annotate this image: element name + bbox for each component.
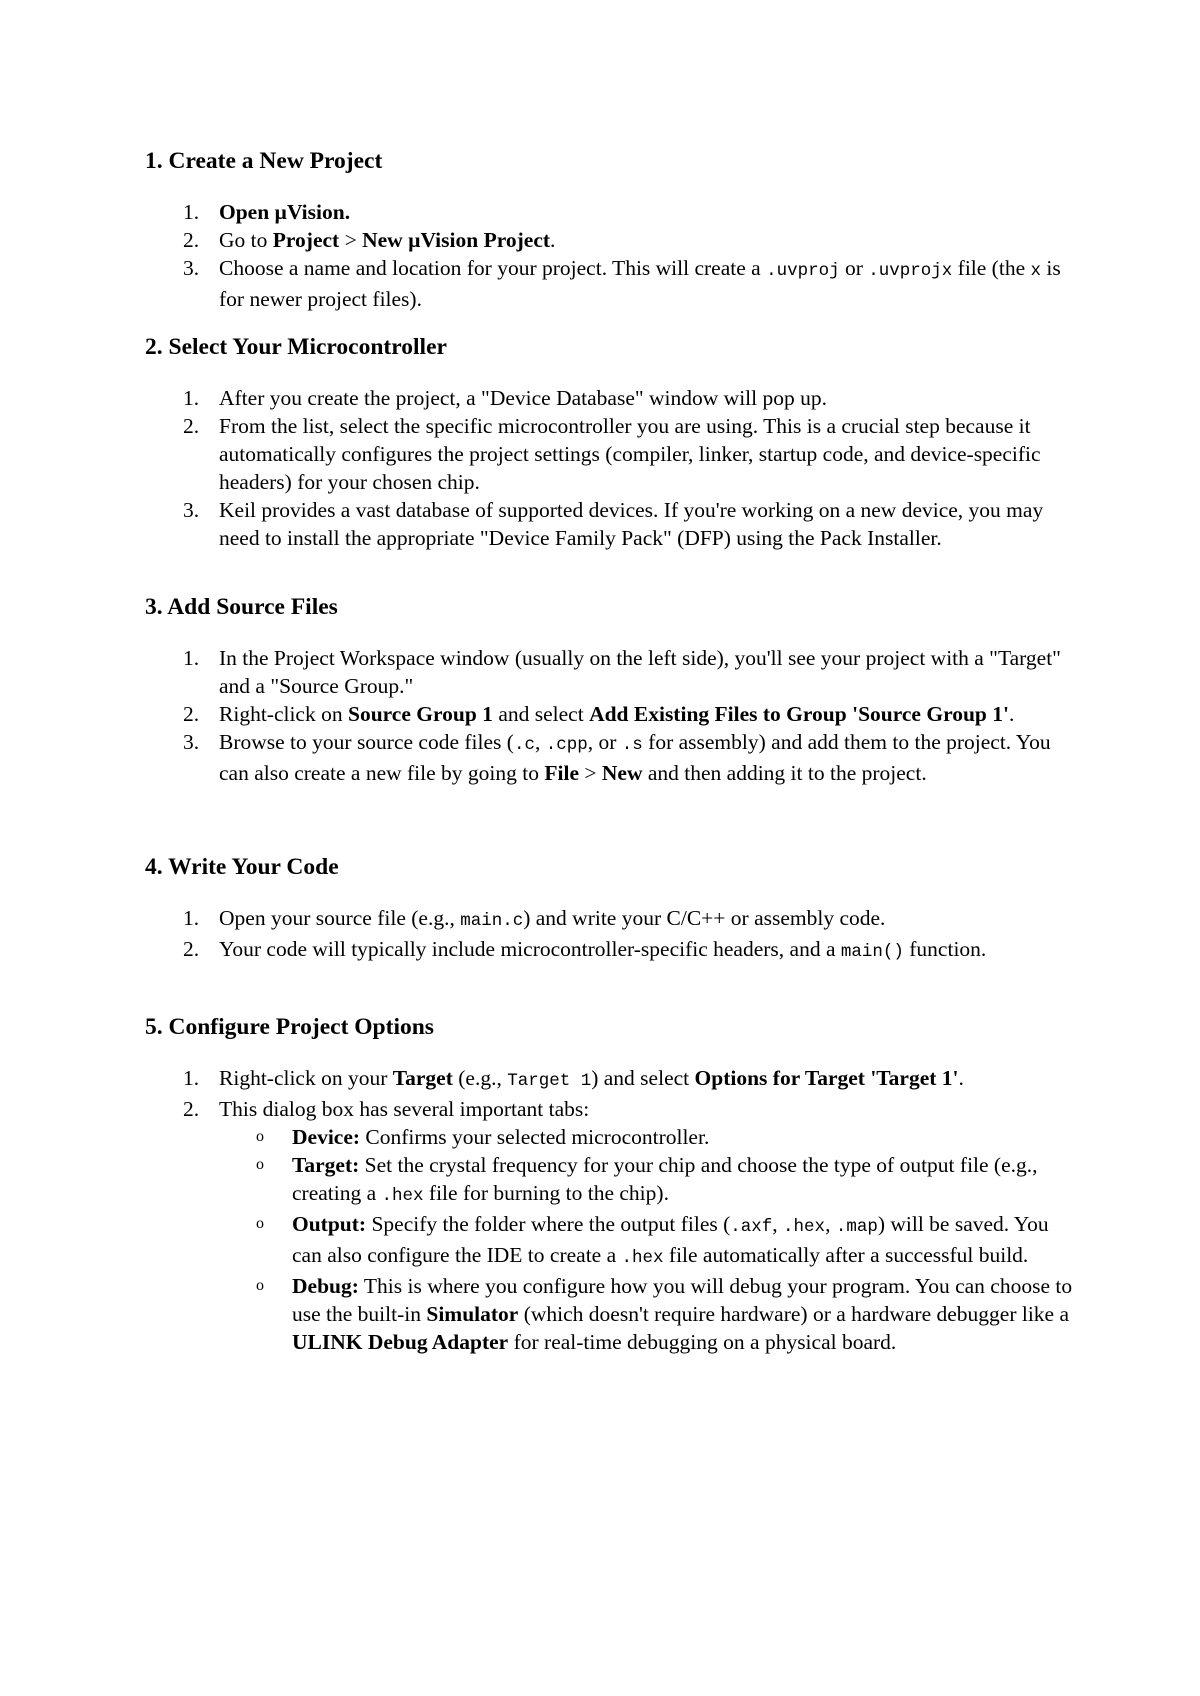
step-number: 2.	[183, 1097, 200, 1121]
text-run: function.	[903, 937, 987, 961]
text-run: Keil provides a vast database of supported devices. If you're working on a new device, you may need to install the appropriate "Device Family Pack" (DFP) using the Pack Installer.	[219, 498, 1044, 550]
sub-item	[219, 1272, 1075, 1356]
code-text: .uvproj	[766, 261, 840, 281]
text-run: ,	[772, 1212, 784, 1236]
step-text	[219, 386, 827, 410]
step-text	[292, 1125, 709, 1149]
text-run: file automatically after a successful build.	[663, 1243, 1029, 1267]
step-item	[145, 412, 1075, 496]
text-run: In the Project Workspace window (usually on the left side), you'll see your project with a "Target" and a "Source Group."	[219, 646, 1061, 698]
step-item	[145, 384, 1075, 412]
text-run: Choose a name and location for your project. This will create a	[219, 256, 767, 280]
step-item	[145, 728, 1075, 787]
code-text: .cpp	[545, 735, 588, 755]
text-run: From the list, select the specific microcontroller you are using. This is a crucial step because it automatically configures the project settings (compiler, linker, startup code, and device-specific headers) for your chosen chip.	[219, 414, 1041, 494]
step-text	[292, 1212, 1049, 1267]
bold-text: File	[544, 761, 579, 785]
step-number: 3.	[183, 498, 200, 522]
text-run: After you create the project, a "Device Database" window will pop up.	[219, 386, 827, 410]
step-text	[219, 702, 1014, 726]
code-text: .uvprojx	[868, 261, 953, 281]
text-run: or	[839, 256, 869, 280]
step-text	[219, 730, 1051, 785]
section-4	[145, 852, 1075, 966]
step-text	[219, 256, 1061, 311]
text-run: .	[550, 228, 556, 252]
text-run: Browse to your source code files (	[219, 730, 514, 754]
step-item	[145, 904, 1075, 935]
code-text: Target 1	[507, 1071, 592, 1091]
section-heading: 2. Select Your Microcontroller	[145, 334, 447, 360]
step-item	[145, 254, 1075, 313]
text-run: (e.g.,	[452, 1066, 508, 1090]
section-heading: 5. Configure Project Options	[145, 1014, 434, 1040]
bold-text: New µVision Project	[362, 228, 551, 252]
step-number: 3.	[183, 730, 200, 754]
bold-text: Source Group 1	[347, 702, 493, 726]
text-run: This is where you configure how you will debug your program. You can choose to use the built-in	[292, 1274, 1073, 1326]
step-number: 2.	[183, 702, 200, 726]
text-run: ,	[825, 1212, 836, 1236]
code-text: x	[1030, 261, 1041, 281]
bold-text: Simulator	[426, 1302, 519, 1326]
text-run: This dialog box has several important tabs:	[219, 1097, 590, 1121]
step-number: 1.	[183, 1066, 200, 1090]
text-run: for real-time debugging on a physical board.	[508, 1330, 897, 1354]
text-run: .	[958, 1066, 964, 1090]
bullet-icon: o	[256, 1156, 264, 1173]
bold-text: New	[601, 761, 643, 785]
text-run: and select	[492, 702, 590, 726]
code-text: main()	[840, 942, 904, 962]
bold-text: ULINK Debug Adapter	[292, 1330, 509, 1354]
code-text: .s	[621, 735, 643, 755]
step-number: 1.	[183, 646, 200, 670]
bold-text: Target:	[292, 1153, 360, 1177]
text-run: Your code will typically include microcontroller-specific headers, and a	[219, 937, 841, 961]
step-list	[145, 644, 1075, 787]
step-number: 1.	[183, 386, 200, 410]
step-number: 1.	[183, 906, 200, 930]
step-item	[145, 198, 1075, 226]
sub-item	[219, 1123, 1075, 1151]
text-run: (which doesn't require hardware) or a hardware debugger like a	[518, 1302, 1070, 1326]
step-number: 2.	[183, 228, 200, 252]
text-run: Go to	[219, 228, 273, 252]
step-text	[292, 1274, 1072, 1354]
text-run: ) and write your C/C++ or assembly code.	[523, 906, 886, 930]
section-2	[145, 332, 1075, 552]
bold-text: Device:	[292, 1125, 361, 1149]
step-item	[145, 226, 1075, 254]
step-list	[145, 1064, 1075, 1356]
step-list	[145, 904, 1075, 966]
step-text	[219, 646, 1061, 698]
step-item	[145, 496, 1075, 552]
text-run: , or	[587, 730, 622, 754]
step-text	[219, 414, 1041, 494]
code-text: .hex	[381, 1186, 424, 1206]
bold-text: Open µVision.	[219, 200, 351, 224]
sub-list	[219, 1123, 1075, 1356]
section-heading: 3. Add Source Files	[145, 594, 338, 620]
step-list	[145, 384, 1075, 552]
section-1	[145, 146, 1075, 313]
text-run: Right-click on your	[219, 1066, 393, 1090]
text-run: Specify the folder where the output files (	[366, 1212, 731, 1236]
step-text	[219, 228, 555, 252]
step-item	[145, 1095, 1075, 1356]
bullet-icon: o	[256, 1277, 264, 1294]
text-run: file for burning to the chip).	[423, 1181, 669, 1205]
step-item	[145, 644, 1075, 700]
bullet-icon: o	[256, 1215, 264, 1232]
step-number: 3.	[183, 256, 200, 280]
bold-text: Debug:	[292, 1274, 359, 1298]
step-text	[219, 937, 986, 961]
code-text: main.c	[460, 911, 524, 931]
text-run: Right-click on	[219, 702, 348, 726]
text-run: .	[1008, 702, 1015, 726]
step-number: 2.	[183, 937, 200, 961]
step-number: 1.	[183, 200, 200, 224]
step-item	[145, 1064, 1075, 1095]
text-run: Open your source file (e.g.,	[219, 906, 461, 930]
code-text: .map	[835, 1217, 878, 1237]
step-text	[219, 906, 885, 930]
section-5	[145, 1012, 1075, 1356]
section-3	[145, 592, 1075, 787]
text-run: file (the	[952, 256, 1031, 280]
step-text	[219, 1097, 589, 1121]
step-text	[292, 1153, 1038, 1205]
text-run: and then adding it to the project.	[642, 761, 927, 785]
sub-item	[219, 1151, 1075, 1210]
text-run: ,	[534, 730, 546, 754]
section-heading: 4. Write Your Code	[145, 854, 339, 880]
code-text: .axf	[730, 1217, 773, 1237]
code-text: .c	[513, 735, 535, 755]
text-run: >	[578, 761, 602, 785]
step-text	[219, 498, 1043, 550]
sub-item	[219, 1210, 1075, 1272]
step-list	[145, 198, 1075, 313]
code-text: .hex	[783, 1217, 826, 1237]
text-run: for assembly) and add them to the project. You can also create a new file by going to	[219, 730, 1051, 785]
step-text	[219, 1066, 964, 1090]
text-run: ) and select	[591, 1066, 695, 1090]
text-run: Confirms your selected microcontroller.	[360, 1125, 710, 1149]
text-run: Set the crystal frequency for your chip and choose the type of output file (e.g., creating a	[292, 1153, 1038, 1205]
text-run: is for newer project files).	[219, 256, 1061, 311]
step-text	[219, 200, 350, 224]
step-item	[145, 700, 1075, 728]
step-number: 2.	[183, 414, 200, 438]
bullet-icon: o	[256, 1128, 264, 1145]
code-text: .hex	[621, 1248, 664, 1268]
bold-text: Options for Target 'Target 1'	[694, 1066, 959, 1090]
bold-text: Project	[272, 228, 340, 252]
bold-text: Add Existing Files to Group 'Source Group 1'	[589, 702, 1009, 726]
bold-text: Output:	[292, 1212, 367, 1236]
step-item	[145, 935, 1075, 966]
text-run: ) will be saved. You can also configure the IDE to create a	[292, 1212, 1049, 1267]
bold-text: Target	[392, 1066, 453, 1090]
section-heading: 1. Create a New Project	[145, 148, 383, 174]
text-run: >	[339, 228, 363, 252]
